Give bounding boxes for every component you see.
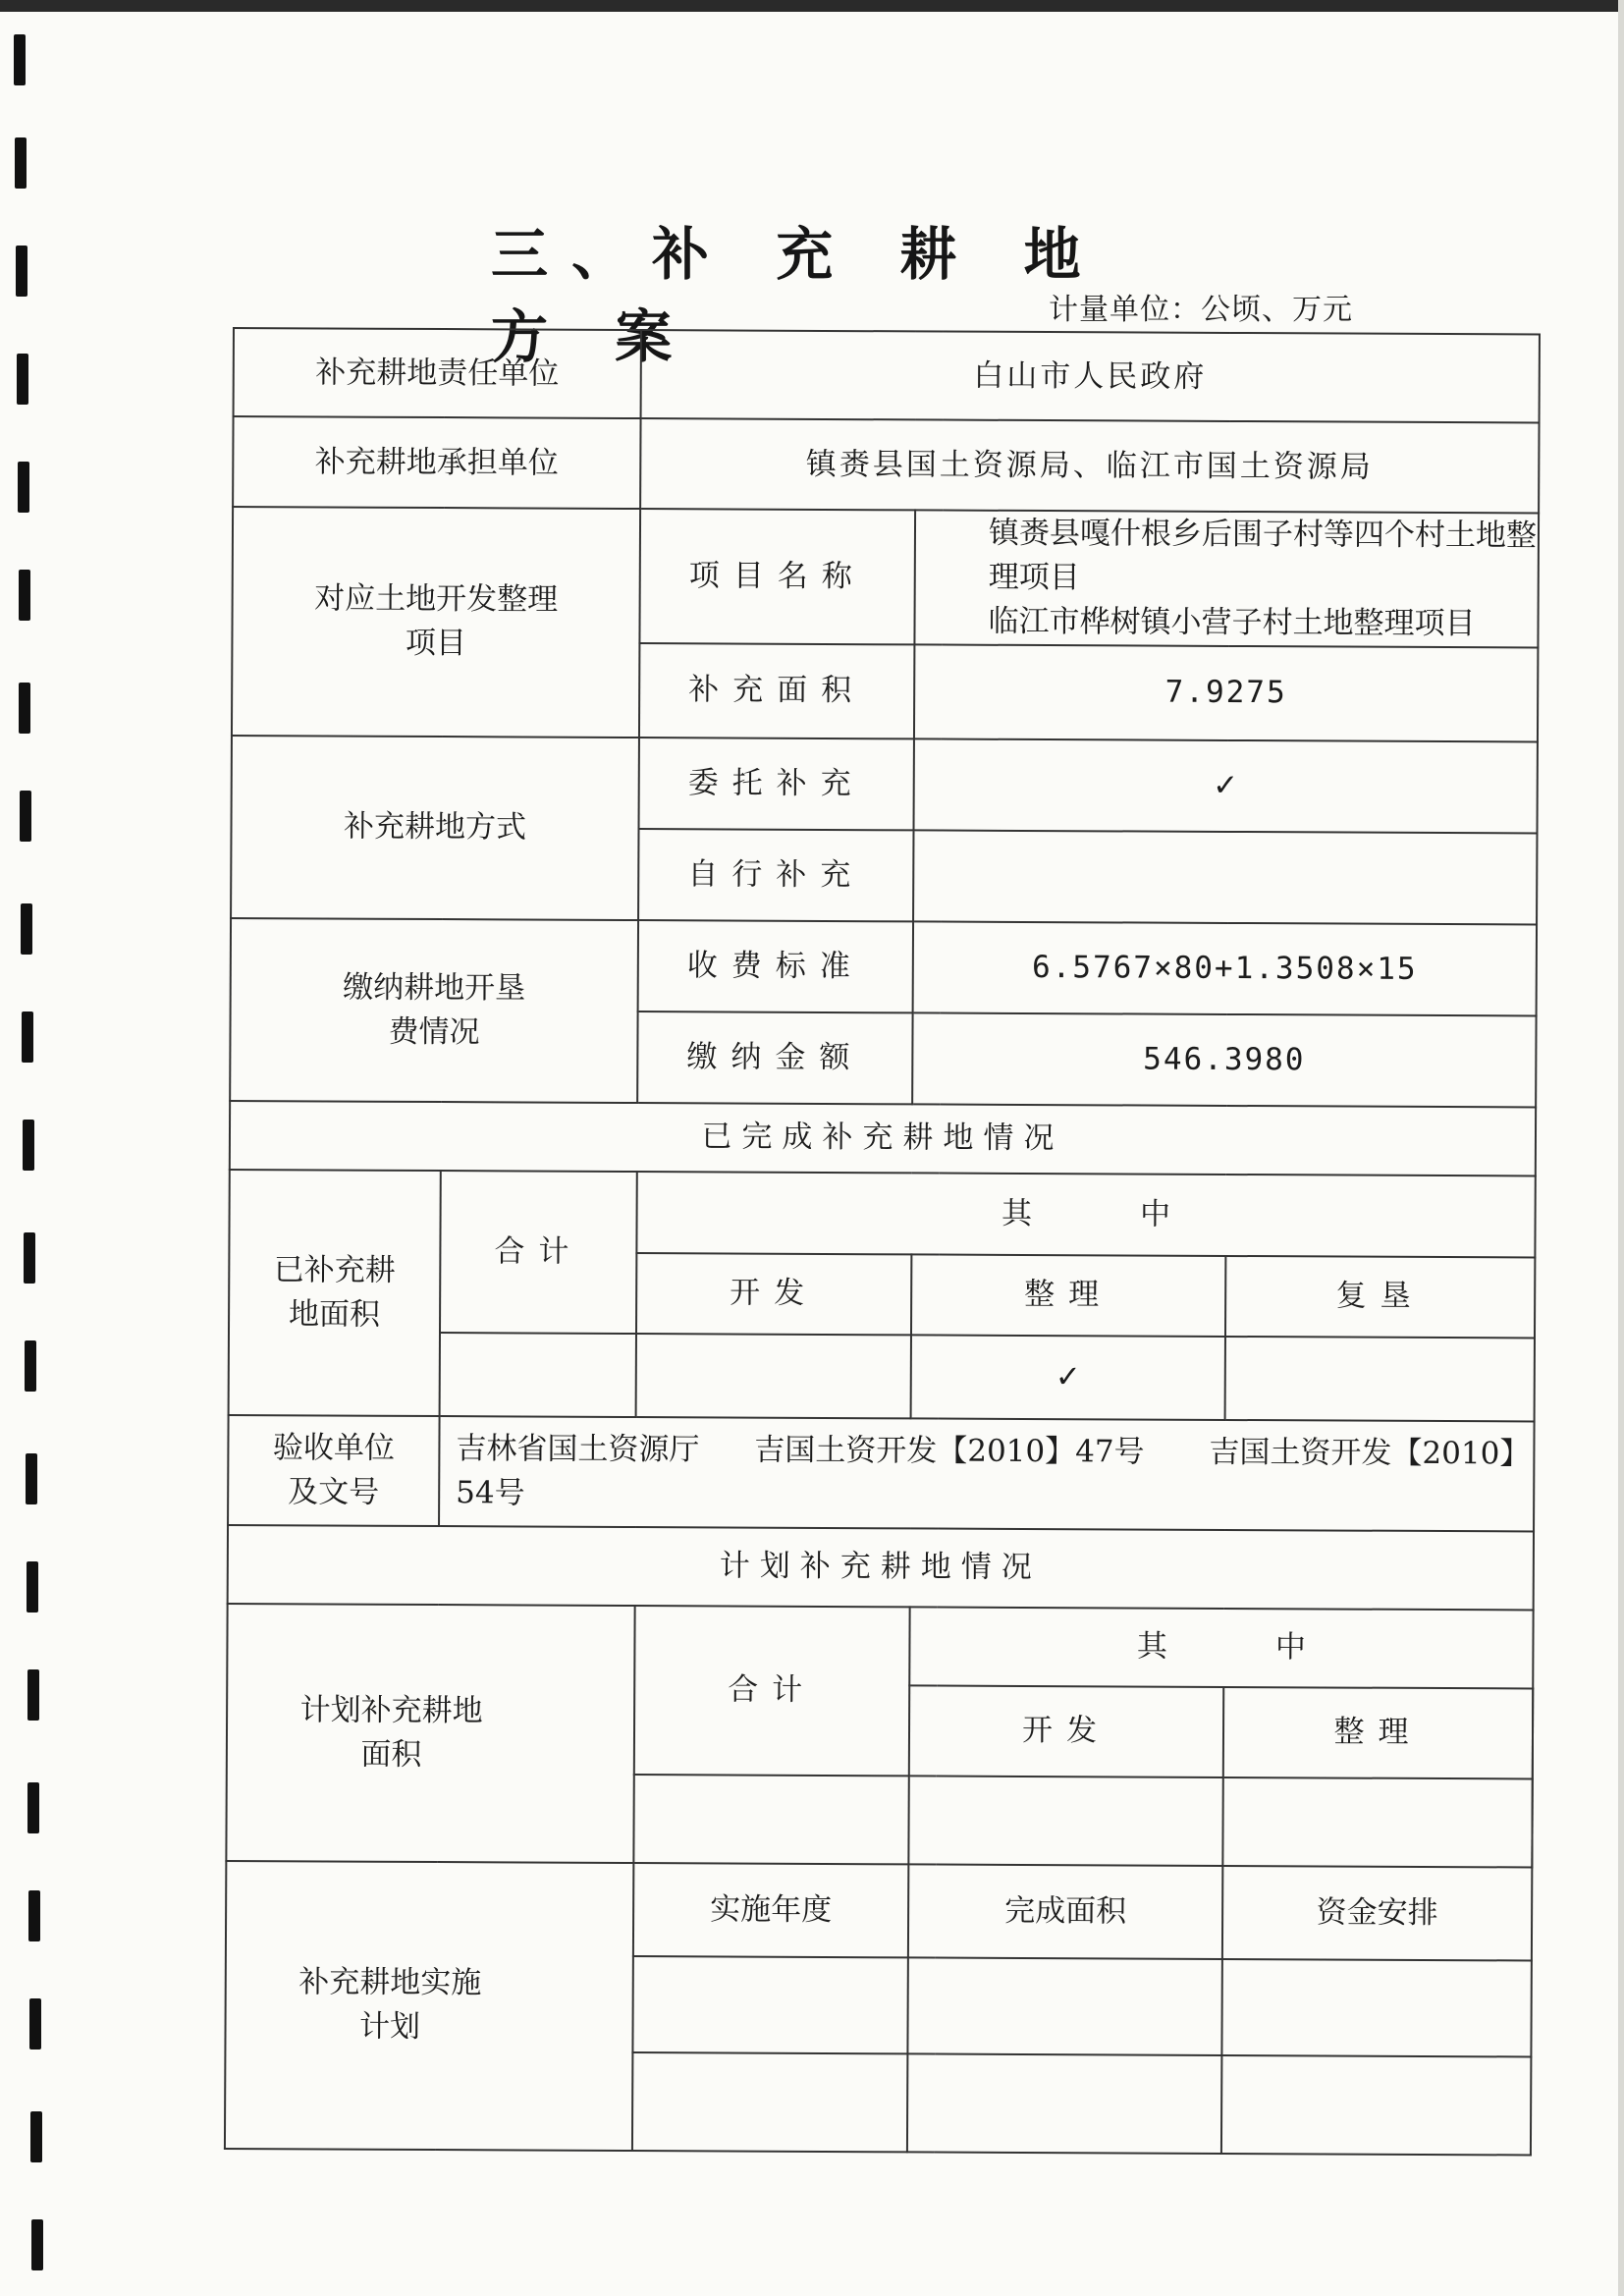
binding-hole [22,1011,33,1063]
completed-reclaim-label: 复垦 [1225,1256,1535,1339]
fee-standard-value: 6.5767×80+1.3508×15 [913,921,1537,1015]
cultivated-land-plan-table [224,327,1541,2156]
among-char-2: 中 [1140,1196,1171,1232]
among-char-1: 其 [1001,1195,1033,1231]
acceptance-value [439,1416,1535,1531]
among-char-1: 其 [1136,1628,1168,1666]
planned-total-value [633,1775,908,1864]
completed-develop-label: 开发 [636,1253,911,1335]
binding-hole [24,1232,35,1284]
completed-consolidate-check: ✓ [911,1335,1225,1420]
planned-among-label [909,1607,1533,1688]
page-title: 三、补 充 耕 地 方 案 [491,221,1105,370]
fee-standard-label: 收费标准 [638,920,913,1012]
planned-develop-label: 开发 [909,1685,1223,1777]
binding-hole [31,2219,43,2270]
acceptance-doc-2: 吉国土资开发【2010】54号 [456,1434,1531,1511]
fee-amount-label: 缴纳金额 [637,1011,912,1104]
acceptance-unit: 吉林省国土资源厅 [456,1431,700,1468]
binding-hole [23,1120,34,1171]
completed-area-label: 已补充耕地面积 [229,1170,441,1416]
plan-row-2-fund [1221,2055,1531,2156]
scan-right-edge [1618,0,1624,2296]
fee-amount-value: 546.3980 [912,1012,1536,1107]
implementation-year-label: 实施年度 [633,1863,908,1957]
binding-hole [19,570,30,621]
binding-hole [26,1453,37,1504]
measurement-unit: 计量单位：公顷、万元 [1049,293,1353,327]
binding-hole [28,1890,40,1941]
project-label: 对应土地开发整理项目 [232,507,640,738]
completed-section-header: 已完成补充耕地情况 [230,1101,1536,1175]
binding-hole [20,791,31,842]
completed-reclaim-value [1225,1337,1535,1422]
project-name-label: 项目名称 [639,509,915,644]
supplement-method-label: 补充耕地方式 [231,736,639,920]
binding-hole [15,137,27,189]
project-name-line-2: 临江市桦树镇小营子村土地整理项目 [988,603,1476,642]
responsible-unit-value: 白山市人民政府 [641,330,1540,422]
binding-hole [25,1340,36,1392]
completed-among-label [636,1172,1535,1257]
completed-develop-value [636,1334,911,1418]
responsible-unit-label: 补充耕地责任单位 [234,328,641,418]
project-name-value [914,510,1539,647]
fund-arrangement-label: 资金安排 [1222,1866,1532,1961]
acceptance-doc-1: 吉国土资开发【2010】47号 [754,1432,1145,1470]
completed-area-column-label: 完成面积 [908,1864,1222,1959]
undertaking-unit-label: 补充耕地承担单位 [233,416,640,509]
binding-hole [18,462,29,513]
binding-hole [16,246,27,297]
binding-hole [30,2111,42,2162]
plan-row-1-fund [1221,1959,1531,2057]
among-char-2: 中 [1274,1629,1307,1666]
binding-hole [21,903,32,955]
entrusted-supplement-check: ✓ [914,738,1538,833]
planned-section-header: 计划补充耕地情况 [228,1525,1534,1610]
binding-hole [27,1782,39,1833]
planned-consolidate-label: 整理 [1223,1687,1533,1778]
binding-hole [29,1998,41,2050]
supplement-area-value: 7.9275 [914,644,1538,741]
planned-consolidate-value [1222,1777,1532,1868]
undertaking-unit-value: 镇赉县国土资源局、临江市国土资源局 [640,418,1539,513]
implementation-plan-label: 补充耕地实施计划 [225,1861,633,2151]
supplement-area-label: 补充面积 [639,643,914,738]
binding-holes [0,0,59,2296]
plan-row-1-year [632,1956,907,2053]
planned-area-label: 计划补充耕地面积 [226,1604,634,1863]
plan-row-1-area [907,1957,1221,2055]
binding-hole [27,1561,38,1613]
scan-top-band [0,0,1624,12]
planned-develop-value [908,1776,1222,1866]
self-supplement-value [913,830,1537,924]
project-name-line-1: 镇赉县嘎什根乡后围子村等四个村土地整理项目 [988,515,1538,596]
acceptance-label: 验收单位及文号 [228,1415,440,1526]
completed-total-value [440,1333,636,1417]
completed-total-label: 合计 [440,1171,637,1334]
reclamation-fee-label: 缴纳耕地开垦费情况 [230,918,638,1103]
binding-hole [17,354,28,405]
binding-hole [27,1669,39,1721]
plan-row-2-area [907,2053,1221,2154]
binding-hole [14,34,26,85]
completed-consolidate-label: 整理 [911,1254,1225,1337]
entrusted-supplement-label: 委托补充 [639,738,914,830]
self-supplement-label: 自行补充 [638,829,913,921]
planned-total-label: 合计 [634,1606,910,1776]
binding-hole [19,683,30,734]
plan-row-2-year [632,2052,907,2152]
